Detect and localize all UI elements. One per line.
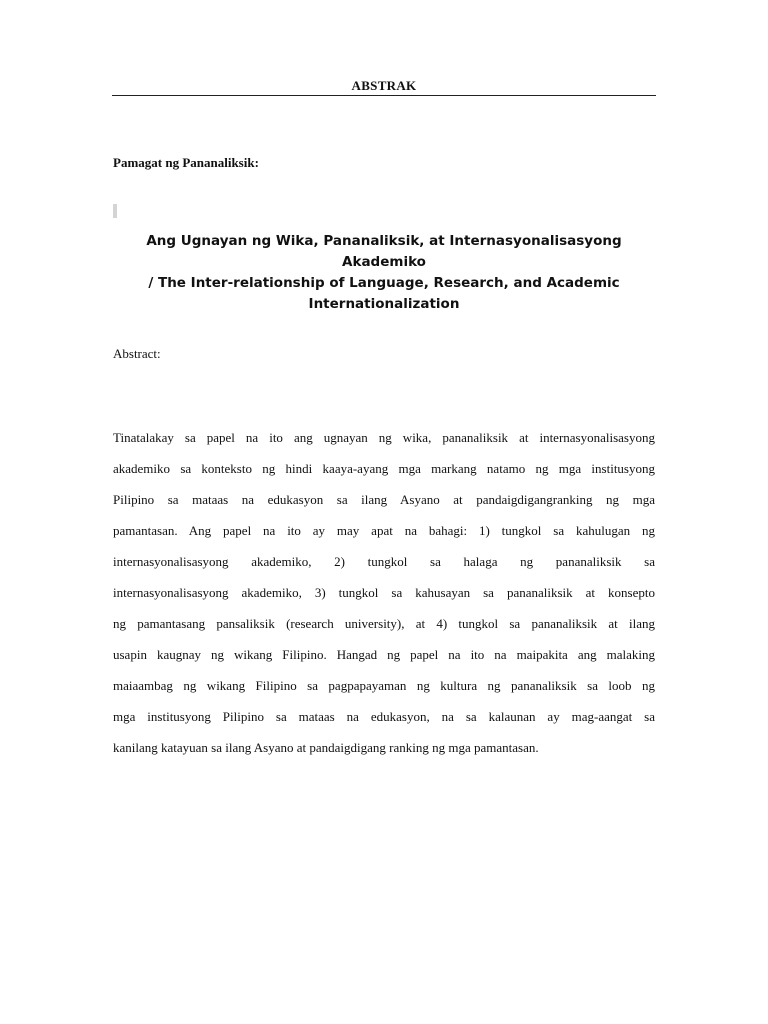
abstract-line: internasyonalisasyong akademiko, 3) tungkol sa kahusayan sa pananaliksik at konsepto [113, 585, 655, 600]
abstract-line: akademiko sa konteksto ng hindi kaaya-ayang mga markang natamo ng mga institusyong [113, 461, 655, 476]
abstract-line: kanilang katayuan sa ilang Asyano at pandaigdigang ranking ng mga pamantasan. [113, 740, 539, 755]
abstract-line: Tinatalakay sa papel na ito ang ugnayan ng wika, pananaliksik at internasyonalisasyong [113, 430, 655, 445]
abstract-line: usapin kaugnay ng wikang Filipino. Hangad ng papel na ito na maipakita ang malaking [113, 647, 655, 662]
paper-title-line: / The Inter-relationship of Language, Research, and Academic [148, 275, 620, 291]
paper-title [110, 231, 658, 315]
heading-underline [112, 95, 656, 96]
text-cursor-mark [113, 204, 117, 218]
abstract-body [113, 422, 655, 763]
paper-title-line: Internationalization [308, 296, 460, 312]
abstract-line: maiaambag ng wikang Filipino sa pagpapayaman ng kultura ng pananaliksik sa loob ng [113, 678, 655, 693]
abstract-line: Pilipino sa mataas na edukasyon sa ilang Asyano at pandaigdigangranking ng mga [113, 492, 655, 507]
title-label: Pamagat ng Pananaliksik: [113, 155, 259, 170]
paper-title-line: Ang Ugnayan ng Wika, Pananaliksik, at Internasyonalisasyong Akademiko [146, 233, 622, 270]
abstract-line: pamantasan. Ang papel na ito ay may apat na bahagi: 1) tungkol sa kahulugan ng [113, 523, 655, 538]
abstract-label: Abstract: [113, 346, 161, 361]
document-heading: ABSTRAK [351, 78, 417, 93]
abstract-line: internasyonalisasyong akademiko, 2) tungkol sa halaga ng pananaliksik sa [113, 554, 655, 569]
abstract-line: ng pamantasang pansaliksik (research university), at 4) tungkol sa pananaliksik at ilang [113, 616, 655, 631]
abstract-line: mga institusyong Pilipino sa mataas na edukasyon, na sa kalaunan ay mag-aangat sa [113, 709, 655, 724]
